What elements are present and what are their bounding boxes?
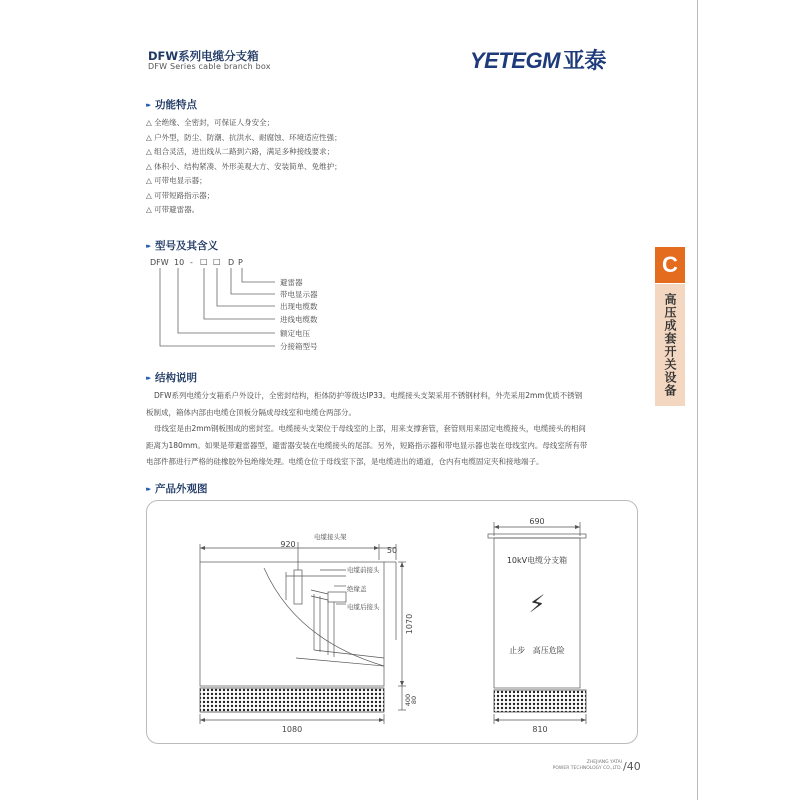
feature-item: △ 可带电显示器； <box>146 176 207 185</box>
section-arrow-icon: ▸▸ <box>146 242 150 250</box>
structure-heading <box>146 370 197 385</box>
warning-text: 止步 高压危险 <box>509 646 565 655</box>
structure-line: 母线室是由2mm钢板围成的密封室。电缆接头支架位于母线室的上部，用来支撑套管，套管则用来固定电缆接头，电缆接头的相间 <box>154 424 586 433</box>
page-number: /40 <box>623 760 641 773</box>
logo-chinese: 亚泰 <box>562 48 606 73</box>
structure-line: 距离为180mm。如果是带避雷器型，避雷器安装在电缆接头的尾部。另外，短路指示器和带电显示器也装在母线室内。母线室所有带 <box>146 440 588 450</box>
feature-item: △ 组合灵活，进出线从二路到六路，满足多种接线要求； <box>146 147 335 156</box>
footer-company-line: ZHEJIANG YATAI <box>586 760 622 765</box>
label-front-connector: 电缆前接头 <box>347 566 380 574</box>
structure-line: DFW系列电缆分支箱系户外设计，全密封结构，柜体防护等级达IP33。电缆接头支架采用不锈钢材料，外壳采用2mm优质不锈钢 <box>154 391 583 400</box>
chapter-letter-tab: C <box>655 247 685 283</box>
dim-base: 400 <box>404 693 412 707</box>
dim-top-right: 50 <box>386 546 398 555</box>
section-arrow-icon: ▸▸ <box>146 485 150 493</box>
structure-text <box>146 388 648 471</box>
panel-title: 10kV电缆分支箱 <box>506 556 568 565</box>
model-label: 带电显示器 <box>280 290 318 299</box>
model-label: 额定电压 <box>280 329 310 338</box>
right-margin-rule <box>697 0 698 800</box>
feature-item: △ 可带避雷器。 <box>146 205 200 214</box>
model-label: 分接箱型号 <box>280 342 318 351</box>
model-label: 避雷器 <box>280 278 303 287</box>
features-list <box>146 116 342 218</box>
footer-company-line: POWER TECHNOLOGY CO.,LTD. <box>552 766 622 771</box>
label-rear-connector: 电缆后接头 <box>347 603 380 611</box>
section-arrow-icon: ▸▸ <box>146 101 150 109</box>
features-heading <box>146 97 197 112</box>
appearance-title: 产品外观图 <box>155 483 208 495</box>
series-title: DFW系列电缆分支箱 <box>148 49 259 63</box>
feature-item: △ 全绝缘、全密封，可保证人身安全； <box>146 118 275 127</box>
dim-width-top: 690 <box>529 517 545 526</box>
structure-title: 结构说明 <box>155 372 198 384</box>
footer-company <box>540 760 622 772</box>
front-view-drawing <box>480 510 600 735</box>
chapter-title-tab: 高压成套开关设备 <box>655 284 685 406</box>
model-code-part: DFW <box>150 258 169 267</box>
dim-height: 1070 <box>405 613 414 635</box>
feature-item: △ 体积小、结构紧凑、外形美观大方、安装简单、免维护； <box>146 161 342 171</box>
dim-bottom: 1080 <box>281 725 303 734</box>
dim-width-bottom: 810 <box>532 725 548 734</box>
feature-item: △ 可带短路指示器； <box>146 190 215 200</box>
model-label: 出现电缆数 <box>280 302 318 311</box>
model-code-part: □ <box>213 257 221 266</box>
model-code-part: 10 <box>174 258 185 267</box>
model-heading <box>146 238 218 253</box>
model-code-part: P <box>238 258 243 267</box>
lightning-icon: ⚡ <box>528 590 546 618</box>
structure-line: 电部件都进行严格的硅橡胶外包绝缘处理。电缆仓位于母线室下部，是电缆进出的通道，仓内有电缆固定夹和接地端子。 <box>146 457 544 466</box>
label-insulator: 绝缘盖 <box>347 585 367 593</box>
section-arrow-icon: ▸▸ <box>146 374 150 382</box>
dim-base-b: 80 <box>410 695 418 705</box>
model-code-part: - <box>190 258 193 267</box>
label-bracket: 电缆接头架 <box>314 533 347 541</box>
features-title: 功能特点 <box>155 99 198 111</box>
structure-line: 板制成，箱体内部由电缆仓顶板分隔成母线室和电缆仓两部分。 <box>146 407 356 417</box>
model-title: 型号及其含义 <box>155 240 219 252</box>
model-label: 进线电缆数 <box>280 315 318 324</box>
model-bracket-lines <box>140 266 280 356</box>
feature-item: △ 户外型，防尘、防潮、抗洪水、耐腐蚀、环境适应性强； <box>146 132 342 142</box>
model-code-part: □ <box>200 257 208 266</box>
model-code-part: D <box>228 258 235 267</box>
company-logo <box>470 44 606 75</box>
appearance-heading <box>146 481 208 496</box>
series-subtitle: DFW Series cable branch box <box>148 62 271 71</box>
logo-text: YETEGM <box>470 48 560 73</box>
dim-top: 920 <box>280 540 296 549</box>
